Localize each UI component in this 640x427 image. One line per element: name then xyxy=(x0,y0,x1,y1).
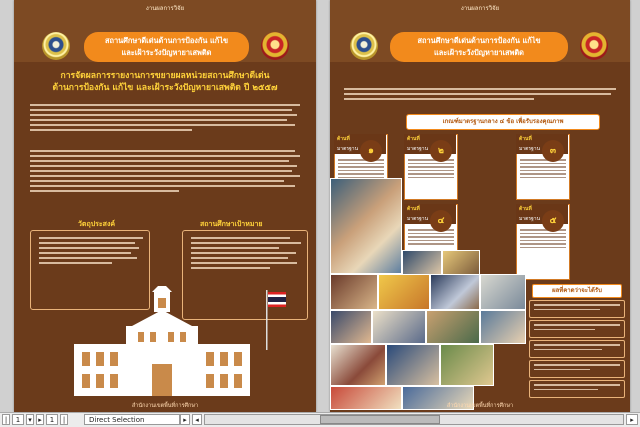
page-number-field[interactable]: 1 xyxy=(12,414,24,425)
mode-dropdown-icon[interactable]: ▸ xyxy=(180,414,190,425)
right-page[interactable] xyxy=(330,0,630,412)
tag-sub: มาตรฐาน xyxy=(407,146,429,152)
activity-photo-9 xyxy=(372,310,426,344)
tag-sub: มาตรฐาน xyxy=(407,216,429,222)
benefit-item-4 xyxy=(529,360,625,378)
banner-line-2: และเฝ้าระวังปัญหายาเสพติด xyxy=(434,48,524,57)
tag-label: ด้านที่ xyxy=(407,136,420,142)
intro-paragraph xyxy=(30,104,300,134)
activity-photo-3 xyxy=(442,250,480,276)
title-line-2: ด้านการป้องกัน แก้ไข และเฝ้าระวังปัญหายาเสพติด ปี ๒๕๕๗ xyxy=(52,83,278,93)
activity-photo-8 xyxy=(330,310,372,344)
body-paragraph xyxy=(30,150,300,195)
criteria-header: เกณฑ์มาตรฐานกลาง ๔ ข้อ เพื่อรับรองคุณภาพ xyxy=(406,114,600,130)
tag-sub: มาตรฐาน xyxy=(519,146,541,152)
activity-photo-10 xyxy=(426,310,480,344)
right-top-label: งานผลการวิจัย xyxy=(460,5,500,12)
left-page-title xyxy=(24,70,306,94)
left-page[interactable] xyxy=(14,0,316,412)
banner-line-1: สถานศึกษาดีเด่นด้านการป้องกัน แก้ไข xyxy=(417,36,541,45)
card-number-5: ๕ xyxy=(542,210,564,232)
activity-photo-1 xyxy=(330,178,402,274)
left-bottom-label: สำนักงานเขตพื้นที่การศึกษา xyxy=(131,403,199,409)
ministry-emblem-icon xyxy=(350,32,378,60)
school-building-illustration xyxy=(74,286,250,396)
school-emblem-icon xyxy=(261,32,289,60)
activity-photo-5 xyxy=(378,274,430,310)
banner-line-1: สถานศึกษาดีเด่นด้านการป้องกัน แก้ไข xyxy=(105,36,228,45)
last-page-button[interactable]: | xyxy=(60,414,68,425)
objective-heading: วัตถุประสงค์ xyxy=(78,220,116,228)
benefit-item-2 xyxy=(529,320,625,338)
first-page-button[interactable]: | xyxy=(2,414,10,425)
activity-photo-13 xyxy=(386,344,440,386)
left-title-banner xyxy=(84,32,249,62)
scroll-left-button[interactable]: ◂ xyxy=(192,414,202,425)
activity-photo-6 xyxy=(430,274,480,310)
tag-sub: มาตรฐาน xyxy=(519,216,541,222)
goal-heading: สถานศึกษาเป้าหมาย xyxy=(200,220,263,228)
card-number-1: ๑ xyxy=(360,140,382,162)
tag-sub: มาตรฐาน xyxy=(337,146,359,152)
activity-photo-4 xyxy=(330,274,378,310)
title-line-1: การจัดผลการรายงานการขยายผลหน่วยสถานศึกษาดีเด่น xyxy=(60,71,270,81)
benefit-item-5 xyxy=(529,380,625,398)
tag-label: ด้านที่ xyxy=(519,136,532,142)
benefit-item-3 xyxy=(529,340,625,358)
card-number-3: ๓ xyxy=(542,140,564,162)
ministry-emblem-icon xyxy=(42,32,70,60)
benefit-heading: ผลที่คาดว่าจะได้รับ xyxy=(532,284,622,298)
right-bottom-label: สำนักงานเขตพื้นที่การศึกษา xyxy=(446,403,514,409)
right-title-banner xyxy=(390,32,568,62)
tag-label: ด้านที่ xyxy=(407,206,420,212)
activity-photo-2 xyxy=(402,250,442,276)
thai-flag-icon xyxy=(266,290,288,350)
scroll-right-button[interactable]: ▸ xyxy=(626,414,638,425)
activity-photo-14 xyxy=(440,344,494,386)
scrollbar-thumb[interactable] xyxy=(320,415,440,424)
school-emblem-icon xyxy=(580,32,608,60)
card-number-4: ๔ xyxy=(430,210,452,232)
left-top-label: งานผลการวิจัย xyxy=(145,5,185,12)
activity-photo-12 xyxy=(330,344,386,386)
tag-label: ด้านที่ xyxy=(337,136,350,142)
card-number-2: ๒ xyxy=(430,140,452,162)
page-total-field: 1 xyxy=(46,414,58,425)
benefit-item-1 xyxy=(529,300,625,318)
activity-photo-7 xyxy=(480,274,526,310)
right-intro-paragraph xyxy=(344,88,616,103)
status-bar xyxy=(0,412,640,427)
tag-label: ด้านที่ xyxy=(519,206,532,212)
next-page-button[interactable]: ▸ xyxy=(36,414,44,425)
page-dropdown-icon[interactable]: ▾ xyxy=(26,414,34,425)
banner-line-2: และเฝ้าระวังปัญหายาเสพติด xyxy=(121,48,212,57)
activity-photo-11 xyxy=(480,310,526,344)
tool-mode-selector[interactable]: Direct Selection xyxy=(84,414,180,425)
